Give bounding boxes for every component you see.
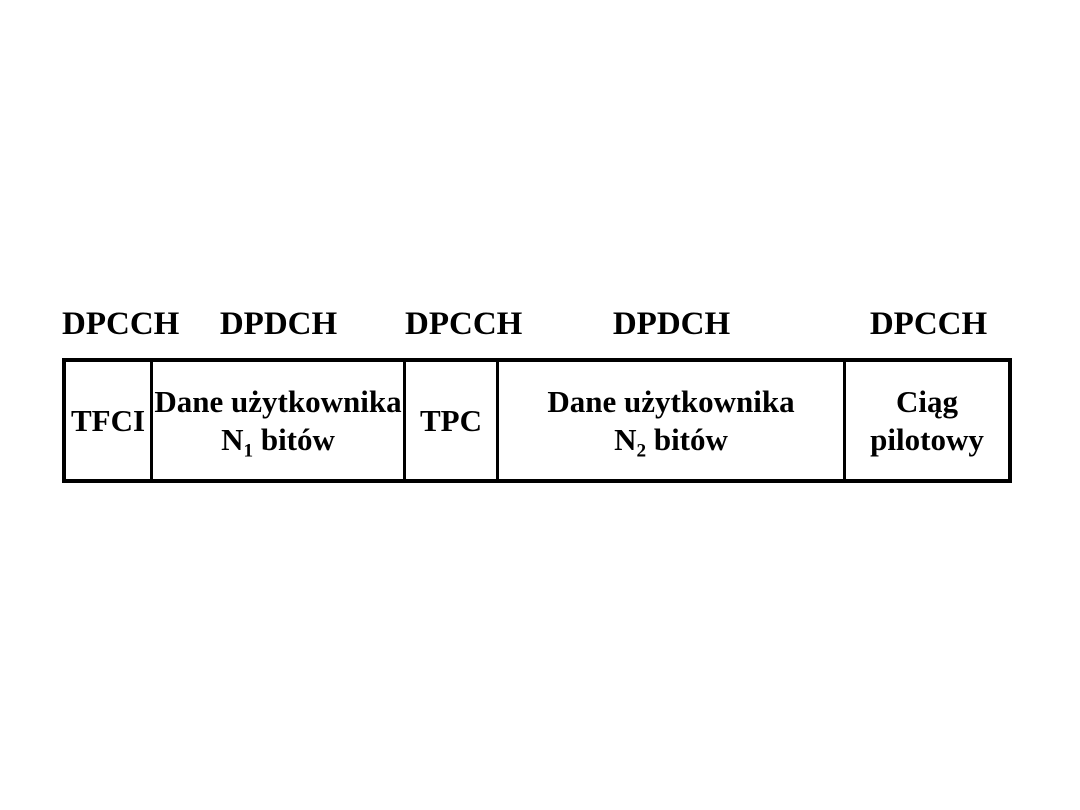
user-data-2-line2 (614, 421, 728, 462)
user-data-2-field (499, 362, 846, 479)
n2-subscript: 2 (636, 440, 647, 462)
user-data-1-line2 (221, 421, 335, 462)
n2-unit: bitów (646, 421, 728, 457)
channel-label-dpcch-tfci: DPCCH (62, 306, 180, 342)
n2-symbol: N (614, 421, 637, 457)
user-data-1-line1: Dane użytkownika (154, 383, 402, 419)
tpc-field (406, 362, 499, 479)
channel-labels-row (62, 304, 1012, 344)
tfci-field (66, 362, 153, 479)
tpc-label: TPC (420, 402, 482, 438)
n1-unit: bitów (253, 421, 335, 457)
n1-symbol: N (221, 421, 244, 457)
user-data-2-line1: Dane użytkownika (547, 383, 795, 419)
user-data-1-field (153, 362, 406, 479)
channel-label-dpdch-data2: DPDCH (612, 306, 731, 342)
channel-label-dpdch-data1: DPDCH (219, 306, 338, 342)
channel-label-dpcch-pilot: DPCCH (869, 306, 988, 342)
channel-label-dpcch-tpc: DPCCH (405, 306, 523, 342)
dpch-slot-structure-diagram (62, 304, 1012, 483)
pilot-sequence-field (846, 362, 1008, 479)
n1-subscript: 1 (243, 440, 254, 462)
tfci-label: TFCI (70, 402, 146, 438)
pilot-line2: pilotowy (870, 421, 984, 457)
pilot-line1: Ciąg (896, 383, 958, 419)
slot-fields-row (62, 358, 1012, 483)
